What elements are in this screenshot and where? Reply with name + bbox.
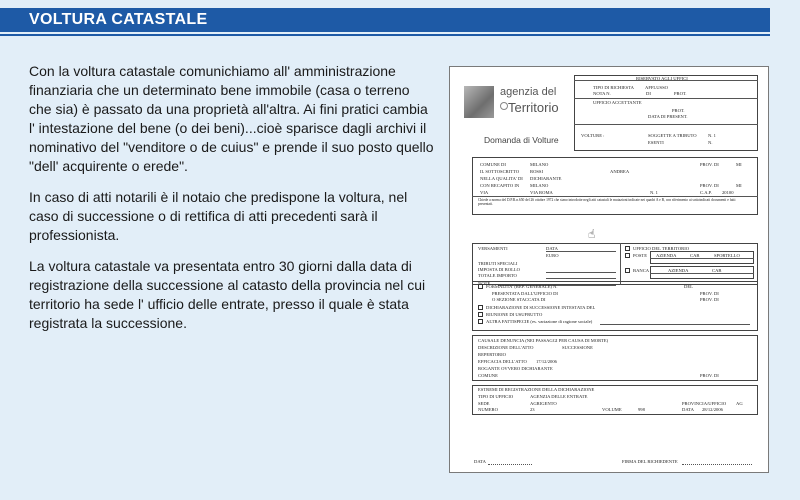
checkbox-dichiarazione bbox=[478, 305, 483, 310]
label-prov-di2: PROV. DI bbox=[700, 183, 719, 188]
value-provincia: AG bbox=[736, 401, 743, 406]
value-qualita: DICHIARANTE bbox=[530, 176, 562, 181]
label-bollo: IMPOSTA DI BOLLO bbox=[478, 267, 520, 272]
value-prov2: MI bbox=[736, 183, 742, 188]
logo-text-line2: Territorio bbox=[508, 100, 559, 115]
applicant-note: Chiede a norma del D.P.R.n.650 del 26 ottobre 1972 che siano introdotte negli atti catastali le mutazioni indicate nei quadri A e B, con riferimento ai sottoindicati documenti e fatti presentati. bbox=[478, 198, 736, 206]
description-text bbox=[29, 62, 434, 345]
value-efficacia: 17/12/2006 bbox=[536, 359, 557, 364]
paragraph-deadline: La voltura catastale va presentata entro 30 giorni dalla data di registrazione della successione al catasto della provincia nel cui territorio ha sede l' ufficio delle entrate, presso il quale è stata registrata la successione. bbox=[29, 258, 426, 331]
label-soggette: SOGGETTE A TRIBUTO bbox=[648, 133, 697, 138]
label-azienda: AZIENDA bbox=[656, 253, 677, 258]
label-sezione: O SEZIONE STACCATA DI bbox=[492, 297, 546, 302]
label-presentata: PRESENTATA DALL'UFFICIO DI bbox=[492, 291, 558, 296]
checkbox-banca bbox=[625, 268, 630, 273]
value-volume: 998 bbox=[638, 407, 645, 412]
label-comune2: COMUNE bbox=[478, 373, 498, 378]
value-tipo-richiesta: AFFLUSSO bbox=[645, 85, 668, 90]
title-banner bbox=[0, 8, 770, 32]
value-comune: MILANO bbox=[530, 162, 549, 167]
label-repertorio: REPERTORIO bbox=[478, 352, 506, 357]
value-prov: MI bbox=[736, 162, 742, 167]
label-estremi: ESTREMI DI REGISTRAZIONE DELLA DICHIARAZIONE bbox=[478, 387, 595, 392]
label-euro: EURO bbox=[546, 253, 559, 258]
form-name: Domanda di Volture bbox=[484, 135, 559, 145]
label-dichiarazione: DICHIARAZIONE DI SUCCESSIONE INTESTATA DEL bbox=[486, 305, 596, 310]
label-ufficio-territorio: UFFICIO DEL TERRITORIO bbox=[633, 246, 690, 251]
label-azienda2: AZIENDA bbox=[668, 268, 689, 273]
label-prot2: PROT. bbox=[672, 108, 685, 113]
label-tipo-richiesta: TIPO DI RICHIESTA bbox=[593, 85, 634, 90]
logo-text-line1: agenzia del bbox=[500, 86, 557, 98]
value-nome: ANDREA bbox=[610, 169, 630, 174]
reserved-header: RISERVATO AGLI UFFICI bbox=[636, 76, 688, 81]
label-firma: FIRMA DEL RICHIEDENTE bbox=[622, 459, 678, 464]
value-data-reg: 28/12/2006 bbox=[702, 407, 723, 412]
label-descrizione: DESCRIZIONE DELL'ATTO bbox=[478, 345, 534, 350]
value-cognome: ROSSI bbox=[530, 169, 544, 174]
label-prov-di4: PROV. DI bbox=[700, 297, 719, 302]
label-cab: CAB bbox=[690, 253, 700, 258]
label-efficacia: EFFICACIA DELL'ATTO bbox=[478, 359, 527, 364]
label-altra: ALTRA FATTISPECIE (es. variazione di ragione sociale) bbox=[486, 319, 593, 324]
agency-logo bbox=[464, 81, 578, 127]
label-poste: POSTE bbox=[633, 253, 648, 258]
label-prov-di: PROV. DI bbox=[700, 162, 719, 167]
label-di: DI bbox=[646, 91, 651, 96]
label-banca: BANCA bbox=[633, 268, 650, 273]
label-esenti: ESENTI bbox=[648, 140, 664, 145]
label-formalita: FORMALITA' (REP. GENERALE) N. bbox=[486, 284, 558, 289]
label-sede: SEDE bbox=[478, 401, 490, 406]
label-causale: CAUSALE DENUNCIA (NEI PASSAGGI PER CAUSA DI MORTE) bbox=[478, 338, 609, 343]
label-note: NOTE bbox=[478, 281, 491, 286]
label-footer-data: DATA bbox=[474, 459, 486, 464]
label-recapito: CON RECAPITO IN bbox=[480, 183, 520, 188]
label-sportello: SPORTELLO bbox=[714, 253, 740, 258]
seal-icon bbox=[500, 102, 508, 110]
value-via: VIA ROMA bbox=[530, 190, 553, 195]
banner-underline bbox=[0, 34, 770, 36]
hand-cursor-icon: ☝ bbox=[588, 227, 596, 241]
value-recapito: MILANO bbox=[530, 183, 549, 188]
paragraph-intro: Con la voltura catastale comunichiamo all' amministrazione finanziaria che un determinato bene immobile (casa o terreno che sia) è passato da una proprietà all'altra. Ai fini pratici cambia l' intestazione del bene (o dei beni)...cioè sparisce dagli archivi il nominativo del "venditore o de cuius" e prende il suo posto quello "dell' acquirente o erede". bbox=[29, 63, 434, 174]
voltura-form-image bbox=[449, 66, 769, 473]
label-ufficio-accettante: UFFICIO ACCETTANTE bbox=[593, 100, 642, 105]
value-soggette: N. 1 bbox=[708, 133, 716, 138]
label-rogante: ROGANTE OVVERO DICHIARANTE bbox=[478, 366, 553, 371]
label-riunione: RIUNIONE DI USUFRUTTO bbox=[486, 312, 543, 317]
value-descrizione: SUCCESSIONE bbox=[562, 345, 593, 350]
label-provincia: PROVINCIA/UFFICIO bbox=[682, 401, 727, 406]
label-qualita: NELLA QUALITA' DI bbox=[480, 176, 523, 181]
label-data-reg: DATA bbox=[682, 407, 694, 412]
label-data: DATA bbox=[546, 246, 558, 251]
label-numero: NUMERO bbox=[478, 407, 498, 412]
checkbox-riunione bbox=[478, 312, 483, 317]
value-tipo-ufficio: AGENZIA DELLE ENTRATE bbox=[530, 394, 588, 399]
logo-photo bbox=[464, 86, 494, 118]
label-data-present: DATA DI PRESENT. bbox=[648, 114, 688, 119]
label-tributi: TRIBUTI SPECIALI bbox=[478, 261, 518, 266]
value-cap: 20100 bbox=[722, 190, 734, 195]
checkbox-poste bbox=[625, 253, 630, 258]
label-cap: C.A.P. bbox=[700, 190, 712, 195]
label-prov-di5: PROV. DI bbox=[700, 373, 719, 378]
label-prot: PROT. bbox=[674, 91, 687, 96]
value-civico: N. 1 bbox=[650, 190, 658, 195]
checkbox-ufficio bbox=[625, 246, 630, 251]
label-comune-di: COMUNE DI bbox=[480, 162, 506, 167]
label-volture: VOLTURE : bbox=[581, 133, 605, 138]
label-versamenti: VERSAMENTI bbox=[478, 246, 508, 251]
value-sede: AGRIGENTO bbox=[530, 401, 557, 406]
label-volume: VOLUME bbox=[602, 407, 622, 412]
label-cab2: CAB bbox=[712, 268, 722, 273]
label-via: VIA bbox=[480, 190, 489, 195]
paragraph-notarial: In caso di atti notarili è il notaio che predispone la voltura, nel caso di successione o di rettifica di atti precedenti sarà il professionista. bbox=[29, 189, 408, 243]
label-del: DEL bbox=[684, 284, 693, 289]
label-sottoscritto: IL SOTTOSCRITTO bbox=[480, 169, 520, 174]
value-numero: 23 bbox=[530, 407, 535, 412]
label-nota-n: NOTA N. bbox=[593, 91, 611, 96]
value-esenti: N. bbox=[708, 140, 713, 145]
label-prov-di3: PROV. DI bbox=[700, 291, 719, 296]
label-tipo-ufficio: TIPO DI UFFICIO bbox=[478, 394, 514, 399]
checkbox-altra bbox=[478, 319, 483, 324]
checkbox-formalita bbox=[478, 284, 483, 289]
page-title: VOLTURA CATASTALE bbox=[29, 11, 208, 28]
label-totale: TOTALE IMPORTO bbox=[478, 273, 517, 278]
